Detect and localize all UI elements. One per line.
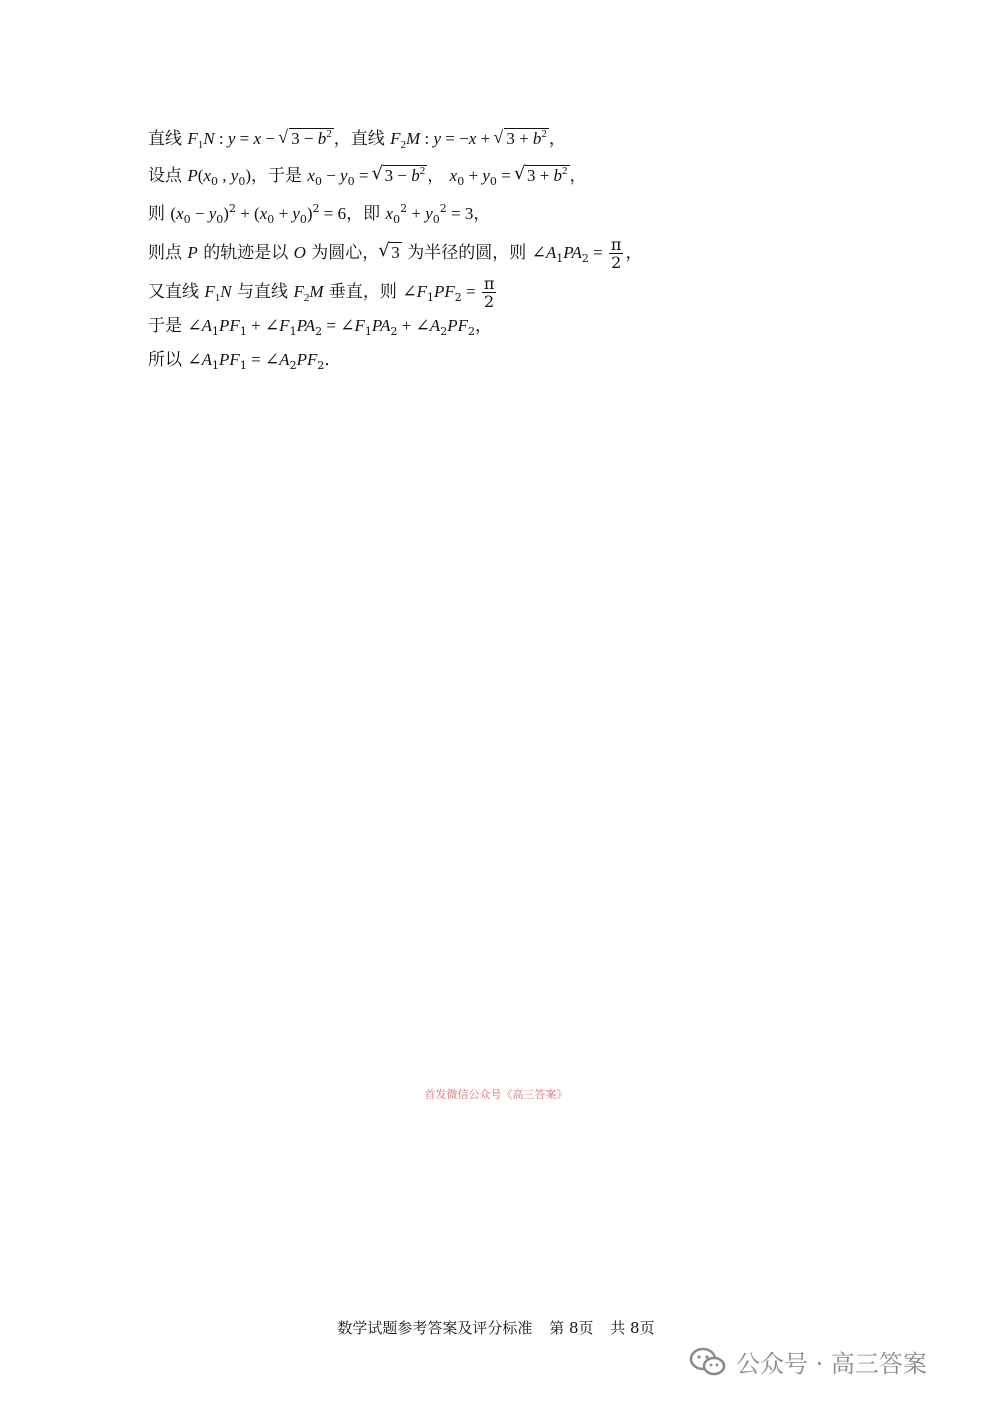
- brand-text: 公众号 · 高三答案: [736, 1350, 927, 1378]
- text: ，于是: [250, 166, 308, 186]
- solution-line-6: 于是 $\angle A_1PF_1$ + $\angle F_1PA_2$ = $\angle F_1PA_2$ + $\angle A_2PF_2$，: [148, 316, 492, 338]
- text: 又直线: [148, 282, 205, 302]
- text: ，即: [346, 204, 386, 224]
- text: ，: [569, 166, 587, 186]
- solution-line-1: 直线 $F_1N$ : y = x − √ $3 - b^2$ ，直线 $F_2M$ : y = −x + √ $3 + b^2$ ，: [148, 127, 566, 151]
- footer-title: 数学试题参考答案及评分标准: [337, 1319, 533, 1337]
- text: 则点: [148, 243, 188, 263]
- text: ，: [427, 166, 445, 186]
- text: 垂直，则: [323, 282, 403, 302]
- text: 直线: [148, 129, 188, 149]
- text: 为半径的圆，则: [401, 243, 532, 263]
- text: ．: [324, 350, 342, 370]
- watermark-text: 首发微信公众号《高三答案》: [424, 1088, 568, 1101]
- text: ，: [473, 204, 491, 224]
- page-footer: [0, 1317, 992, 1338]
- text: 则: [148, 204, 171, 224]
- text: ，: [625, 243, 643, 263]
- text: 所以: [148, 350, 188, 370]
- text: 于是: [148, 316, 188, 336]
- text: ，: [474, 316, 492, 336]
- text: 与直线: [231, 282, 294, 302]
- footer-total-pages: 共 8页: [610, 1319, 655, 1337]
- text: 为圆心，: [305, 243, 380, 263]
- text: 设点: [148, 166, 188, 186]
- text: ，直线: [333, 129, 391, 149]
- solution-line-7: 所以 $\angle A_1PF_1$ = $\angle A_2PF_2$．: [148, 350, 342, 372]
- footer-page-number: 第 8页: [549, 1319, 594, 1337]
- wechat-icon: [688, 1347, 728, 1377]
- text: 的轨迹是以: [197, 243, 294, 263]
- solution-line-3: 则 $(x_0 - y_0)^2 + (x_0 + y_0)^2 = 6$，即 $x_0^2 + y_0^2 = 3$，: [148, 202, 491, 226]
- solution-line-2: 设点 $P(x_0$ , $y_0$)，于是 $x_0 - y_0$ = √ $3 - b^2$ ， $x_0 + y_0$ = √ $3 + b^2$ ，: [148, 164, 587, 188]
- text: ，: [548, 129, 566, 149]
- solution-line-5: 又直线 $F_1N$ 与直线 $F_2M$ 垂直，则 $\angle F_1PF_2$ = $\frac{\pi}{2}$: [148, 274, 495, 311]
- brand-badge: [688, 1344, 927, 1379]
- solution-line-4: 则点 P 的轨迹是以 O 为圆心，√ 3 为半径的圆，则 $\angle A_1PA_2$ = $\frac{\pi}{2}$ ，: [148, 236, 642, 271]
